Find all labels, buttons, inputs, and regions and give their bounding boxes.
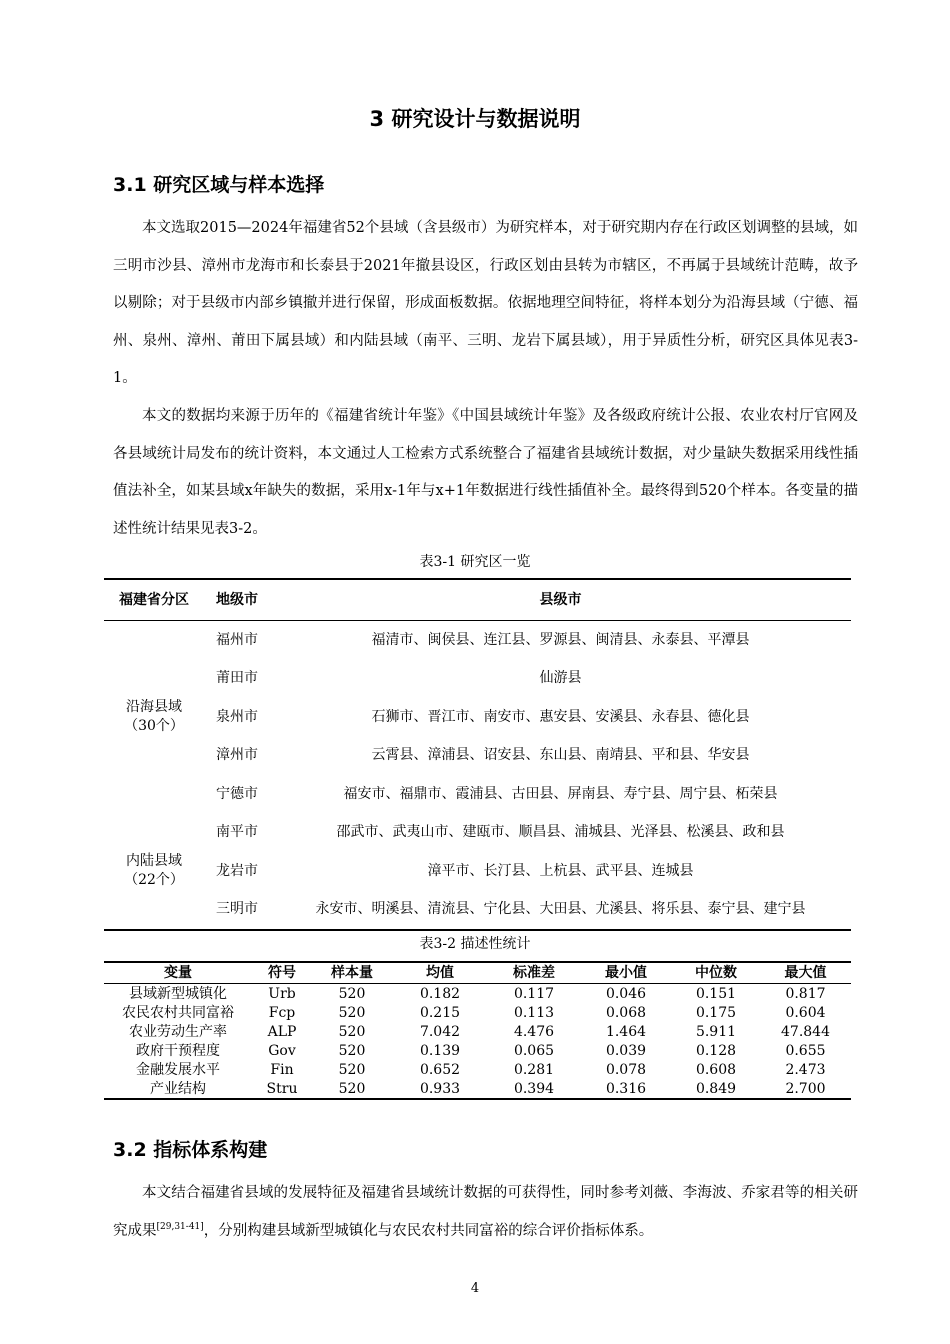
symbol-cell: Fin [270, 1061, 294, 1078]
header-symbol: 符号 [252, 962, 312, 984]
max-cell: 0.604 [785, 1004, 826, 1021]
descriptive-statistics-table [104, 961, 851, 1100]
table-row [104, 891, 851, 931]
chapter-heading: 3 研究设计与数据说明 [369, 107, 581, 131]
variable-cell: 县域新型城镇化 [129, 985, 227, 1002]
variable-cell: 农业劳动生产率 [129, 1023, 227, 1040]
paragraph-data-source: 本文的数据均来源于历年的《福建省统计年鉴》《中国县域统计年鉴》及各级政府统计公报、农业农村厅官网及各县域统计局发布的统计资料，本文通过人工检索方式系统整合了福建省县域统计数据，对少量缺失数据采用线性插值法补全，如某县域x年缺失的数据，采用x-1年与x+1年数据进行线性插值补全。最终得到520个样本。各变量的描述性统计结果见表3-2。 [113, 408, 858, 537]
n-cell: 520 [338, 1061, 366, 1078]
min-cell: 0.068 [605, 1004, 647, 1021]
median-cell: 0.151 [695, 985, 737, 1002]
table-row [104, 1079, 851, 1099]
paragraph-indicator-system [113, 1175, 858, 1250]
n-cell: 520 [338, 1004, 366, 1021]
counties-cell: 邵武市、武夷山市、建瓯市、顺昌县、浦城县、光泽县、松溪县、政和县 [336, 824, 785, 841]
table-row [104, 814, 851, 853]
section-heading-3-1: 3.1 研究区域与样本选择 [113, 174, 325, 196]
prefecture-cell: 三明市 [204, 891, 270, 931]
citation-ref: [29,31-41] [156, 1221, 204, 1232]
counties-cell: 云霄县、漳浦县、诏安县、东山县、南靖县、平和县、华安县 [371, 747, 750, 764]
header-sd: 标准差 [488, 962, 580, 984]
max-cell: 2.700 [760, 1079, 851, 1099]
header-variable: 变量 [104, 962, 252, 984]
mean-cell: 7.042 [419, 1023, 461, 1040]
zone-name: 内陆县域 [126, 853, 182, 870]
median-cell: 0.608 [695, 1061, 737, 1078]
mean-cell: 0.182 [419, 985, 461, 1002]
sd-cell: 0.113 [513, 1004, 555, 1021]
min-cell: 0.046 [605, 985, 647, 1002]
study-area-table [104, 578, 851, 931]
zone-count: （30个） [124, 718, 184, 735]
zone-count: （22个） [124, 872, 184, 889]
table-caption-3-1: 表3-1 研究区一览 [419, 554, 531, 570]
counties-cell: 永安市、明溪县、清流县、宁化县、大田县、尤溪县、将乐县、泰宁县、建宁县 [270, 891, 851, 931]
table-row [104, 660, 851, 699]
header-max: 最大值 [760, 962, 851, 984]
table-row [104, 984, 851, 1004]
variable-cell: 金融发展水平 [136, 1061, 220, 1078]
variable-cell [104, 1003, 252, 1022]
n-cell: 520 [338, 1023, 366, 1040]
median-cell: 0.128 [695, 1042, 737, 1059]
prefecture-cell: 宁德市 [216, 785, 258, 802]
n-cell: 520 [312, 1079, 392, 1099]
zone-cell-coastal [104, 621, 204, 814]
mean-cell: 0.652 [419, 1061, 461, 1078]
header-prefecture: 地级市 [204, 579, 270, 621]
prefecture-cell: 南平市 [216, 824, 258, 841]
prefecture-cell: 泉州市 [216, 708, 258, 725]
table-row [104, 1003, 851, 1022]
prefecture-cell: 漳州市 [216, 747, 258, 764]
table-row [104, 698, 851, 737]
table-row [104, 775, 851, 814]
table-header-row [104, 962, 851, 984]
min-cell: 0.039 [605, 1042, 647, 1059]
counties-cell: 福安市、福鼎市、霞浦县、古田县、屏南县、寿宁县、周宁县、柘荣县 [343, 785, 778, 802]
sd-cell: 0.281 [513, 1061, 555, 1078]
sd-cell: 0.065 [513, 1042, 555, 1059]
page-number: 4 [470, 1281, 480, 1296]
table-header-row [104, 579, 851, 621]
header-mean: 均值 [392, 962, 488, 984]
header-counties: 县级市 [270, 579, 851, 621]
header-min: 最小值 [580, 962, 672, 984]
prefecture-cell: 福州市 [216, 631, 258, 648]
symbol-cell: Stru [252, 1079, 312, 1099]
paragraph-study-sample: 本文选取2015—2024年福建省52个县域（含县级市）为研究样本，对于研究期内存在行政区划调整的县域，如三明市沙县、漳州市龙海市和长泰县于2021年撤县设区，行政区划由县转为市辖区，不再属于县域统计范畴，故予以剔除；对于县级市内部乡镇撤并进行保留，形成面板数据。依据地理空间特征，将样本划分为沿海县域（宁德、福州、泉州、漳州、莆田下属县域）和内陆县域（南平、三明、龙岩下属县域），用于异质性分析，研究区具体见表3-1。 [113, 220, 858, 386]
table-row [104, 1022, 851, 1041]
counties-cell: 漳平市、长汀县、上杭县、武平县、连城县 [427, 862, 694, 879]
min-cell: 1.464 [605, 1023, 647, 1040]
max-cell: 0.817 [785, 985, 826, 1002]
sd-cell: 0.117 [513, 985, 555, 1002]
table-caption-3-2: 表3-2 描述性统计 [419, 936, 531, 952]
mean-cell: 0.215 [419, 1004, 461, 1021]
min-cell: 0.316 [580, 1079, 672, 1099]
counties-cell: 仙游县 [539, 670, 582, 687]
n-cell: 520 [338, 1042, 366, 1059]
sd-cell: 4.476 [513, 1023, 555, 1040]
symbol-cell: ALP [267, 1023, 297, 1040]
table-row [104, 852, 851, 891]
mean-cell: 0.139 [419, 1042, 461, 1059]
table-row [104, 737, 851, 776]
prefecture-cell: 龙岩市 [216, 862, 258, 879]
zone-name: 沿海县域 [126, 699, 182, 716]
header-zone: 福建省分区 [104, 579, 204, 621]
median-cell: 0.175 [695, 1004, 737, 1021]
variable-label: 农民农村共同富裕 [122, 1004, 234, 1021]
symbol-cell: Gov [268, 1042, 296, 1059]
header-n: 样本量 [312, 962, 392, 984]
sd-cell: 0.394 [488, 1079, 580, 1099]
symbol-cell: Urb [268, 985, 296, 1002]
mean-cell: 0.933 [392, 1079, 488, 1099]
max-cell: 47.844 [781, 1023, 830, 1040]
median-cell: 0.849 [672, 1079, 760, 1099]
zone-cell-inland [104, 814, 204, 931]
header-median: 中位数 [672, 962, 760, 984]
section-heading-3-2: 3.2 指标体系构建 [113, 1139, 268, 1161]
min-cell: 0.078 [605, 1061, 647, 1078]
table-row [104, 621, 851, 660]
max-cell: 2.473 [785, 1061, 826, 1078]
variable-cell: 产业结构 [104, 1079, 252, 1099]
symbol-cell: Fcp [268, 1004, 296, 1021]
counties-cell: 福清市、闽侯县、连江县、罗源县、闽清县、永泰县、平潭县 [371, 631, 750, 648]
prefecture-cell: 莆田市 [216, 670, 258, 687]
median-cell: 5.911 [695, 1023, 737, 1040]
paragraph-text: 本文结合福建省县域的发展特征及福建省县域统计数据的可获得性，同时参考刘薇、李海波、乔家君等的相关研究成果 [113, 1185, 858, 1239]
n-cell: 520 [338, 985, 366, 1002]
variable-cell: 政府干预程度 [136, 1042, 220, 1059]
table-row [104, 1060, 851, 1079]
counties-cell: 石狮市、晋江市、南安市、惠安县、安溪县、永春县、德化县 [371, 708, 750, 725]
table-row [104, 1041, 851, 1060]
paragraph-text: ，分别构建县域新型城镇化与农民农村共同富裕的综合评价指标体系。 [203, 1222, 654, 1239]
max-cell: 0.655 [785, 1042, 826, 1059]
